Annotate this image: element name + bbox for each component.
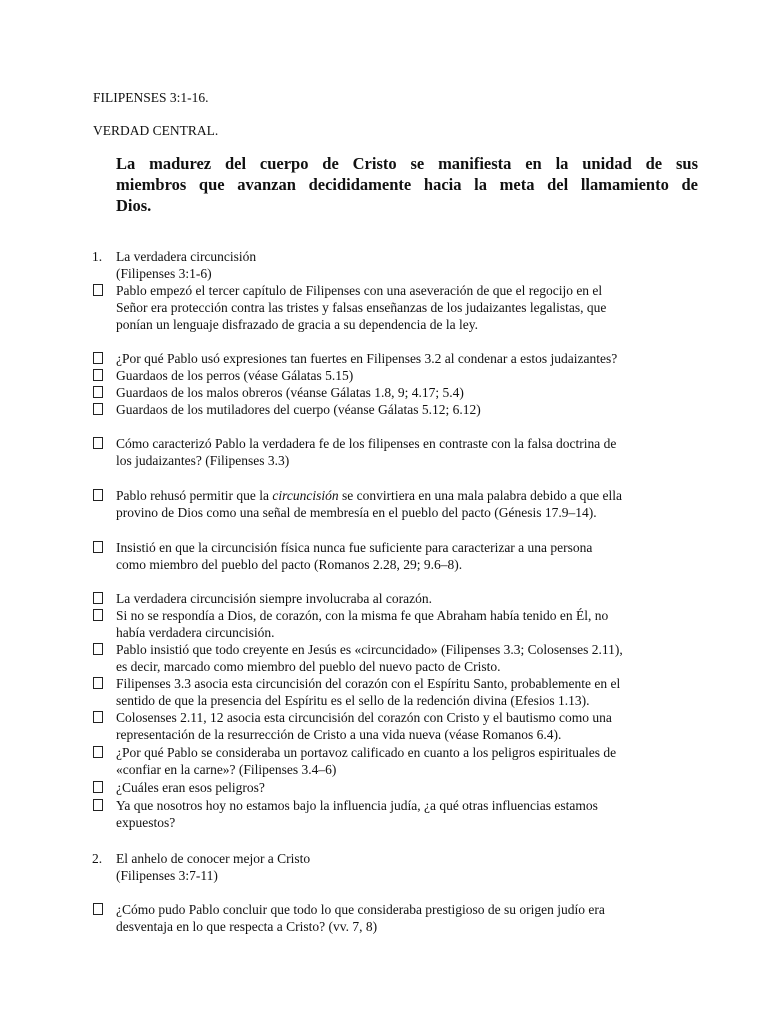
list-item: Guardaos de los mutiladores del cuerpo (véanse Gálatas 5.12; 6.12) xyxy=(116,402,481,417)
list-item: Ya que nosotros hoy no estamos bajo la influencia judía, ¿a qué otras influencias estamos expuestos? xyxy=(116,798,598,830)
bullet-marker xyxy=(93,799,103,811)
list-item: La verdadera circuncisión siempre involucraba al corazón. xyxy=(116,591,432,606)
section-title: El anhelo de conocer mejor a Cristo xyxy=(116,851,311,866)
bullet-marker xyxy=(93,746,103,758)
bullet-marker xyxy=(93,541,103,553)
section-number: 1. xyxy=(92,249,103,264)
list-item: Colosenses 2.11, 12 asocia esta circuncisión del corazón con Cristo y el bautismo como una representación de la resurrección de Cristo a una vida nueva (véase Romanos 6.4). xyxy=(116,710,612,742)
bullet-marker xyxy=(93,386,103,398)
list-item: ¿Cómo pudo Pablo concluir que todo lo que consideraba prestigioso de su origen judío era desventaja en lo que respecta a Cristo? (vv. 7, 8) xyxy=(116,902,605,934)
section-reference: (Filipenses 3:7-11) xyxy=(116,868,218,883)
list-item: ¿Cuáles eran esos peligros? xyxy=(116,780,265,795)
section-reference: (Filipenses 3:1-6) xyxy=(116,266,212,281)
bullet-marker xyxy=(93,369,103,381)
bullet-marker xyxy=(93,437,103,449)
bullet-marker xyxy=(93,903,103,915)
bullet-marker xyxy=(93,489,103,501)
bullet-marker xyxy=(93,781,103,793)
list-item: ¿Por qué Pablo usó expresiones tan fuertes en Filipenses 3.2 al condenar a estos judaizantes? xyxy=(116,351,618,366)
scripture-reference: FILIPENSES 3:1-16. xyxy=(93,90,209,105)
section-title: La verdadera circuncisión xyxy=(116,249,257,264)
bullet-marker xyxy=(93,284,103,296)
central-truth-line: Dios. xyxy=(116,196,152,215)
central-truth-line: La madurez del cuerpo de Cristo se manifiesta en la unidad de sus xyxy=(116,154,698,173)
central-truth-statement xyxy=(116,153,698,216)
list-item: Pablo rehusó permitir que la circuncisión se convirtiera en una mala palabra debido a que ella provino de Dios como una señal de membresía en el pueblo del pacto (Génesis 17.9–14). xyxy=(116,487,701,521)
central-truth-line: miembros que avanzan decididamente hacia la meta del llamamiento de xyxy=(116,175,698,194)
section-number: 2. xyxy=(92,851,103,866)
list-item: Cómo caracterizó Pablo la verdadera fe de los filipenses en contraste con la falsa doctrina de los judaizantes? (Filipenses 3.3) xyxy=(116,436,617,468)
bullet-marker xyxy=(93,677,103,689)
list-item: ¿Por qué Pablo se consideraba un portavoz calificado en cuanto a los peligros espirituales de «confiar en la carne»? (Filipenses 3.4–6) xyxy=(116,745,617,777)
list-item: Pablo insistió que todo creyente en Jesús es «circuncidado» (Filipenses 3.3; Colosenses 2.11), es decir, marcado como miembro del pueblo del nuevo pacto de Cristo. xyxy=(116,642,623,674)
bullet-marker xyxy=(93,711,103,723)
bullet-marker xyxy=(93,352,103,364)
list-item-line: Pablo rehusó permitir que la circuncisión se convirtiera en una mala palabra debido a que ella xyxy=(116,488,622,503)
bullet-marker xyxy=(93,592,103,604)
list-item: Filipenses 3.3 asocia esta circuncisión del corazón con el Espíritu Santo, probablemente en el sentido de que la presencia del Espíritu es el sello de la redención divina (Efesios 1.13). xyxy=(116,676,621,708)
central-truth-label: VERDAD CENTRAL. xyxy=(93,123,219,138)
list-item: Guardaos de los malos obreros (véanse Gálatas 1.8, 9; 4.17; 5.4) xyxy=(116,385,464,400)
bullet-marker xyxy=(93,609,103,621)
bullet-marker xyxy=(93,403,103,415)
list-item: Pablo empezó el tercer capítulo de Filipenses con una aseveración de que el regocijo en el Señor era protección contra las tristes y falsas enseñanzas de los judaizantes legalistas, que ponían un lenguaje disfrazado de gracia a su dependencia de la ley. xyxy=(116,283,607,332)
list-item: Si no se respondía a Dios, de corazón, con la misma fe que Abraham había tenido en Él, no había verdadera circuncisión. xyxy=(116,608,609,640)
list-item: Insistió en que la circuncisión física nunca fue suficiente para caracterizar a una persona como miembro del pueblo del pacto (Romanos 2.28, 29; 9.6–8). xyxy=(116,540,593,572)
bullet-marker xyxy=(93,643,103,655)
list-item: Guardaos de los perros (véase Gálatas 5.15) xyxy=(116,368,354,383)
